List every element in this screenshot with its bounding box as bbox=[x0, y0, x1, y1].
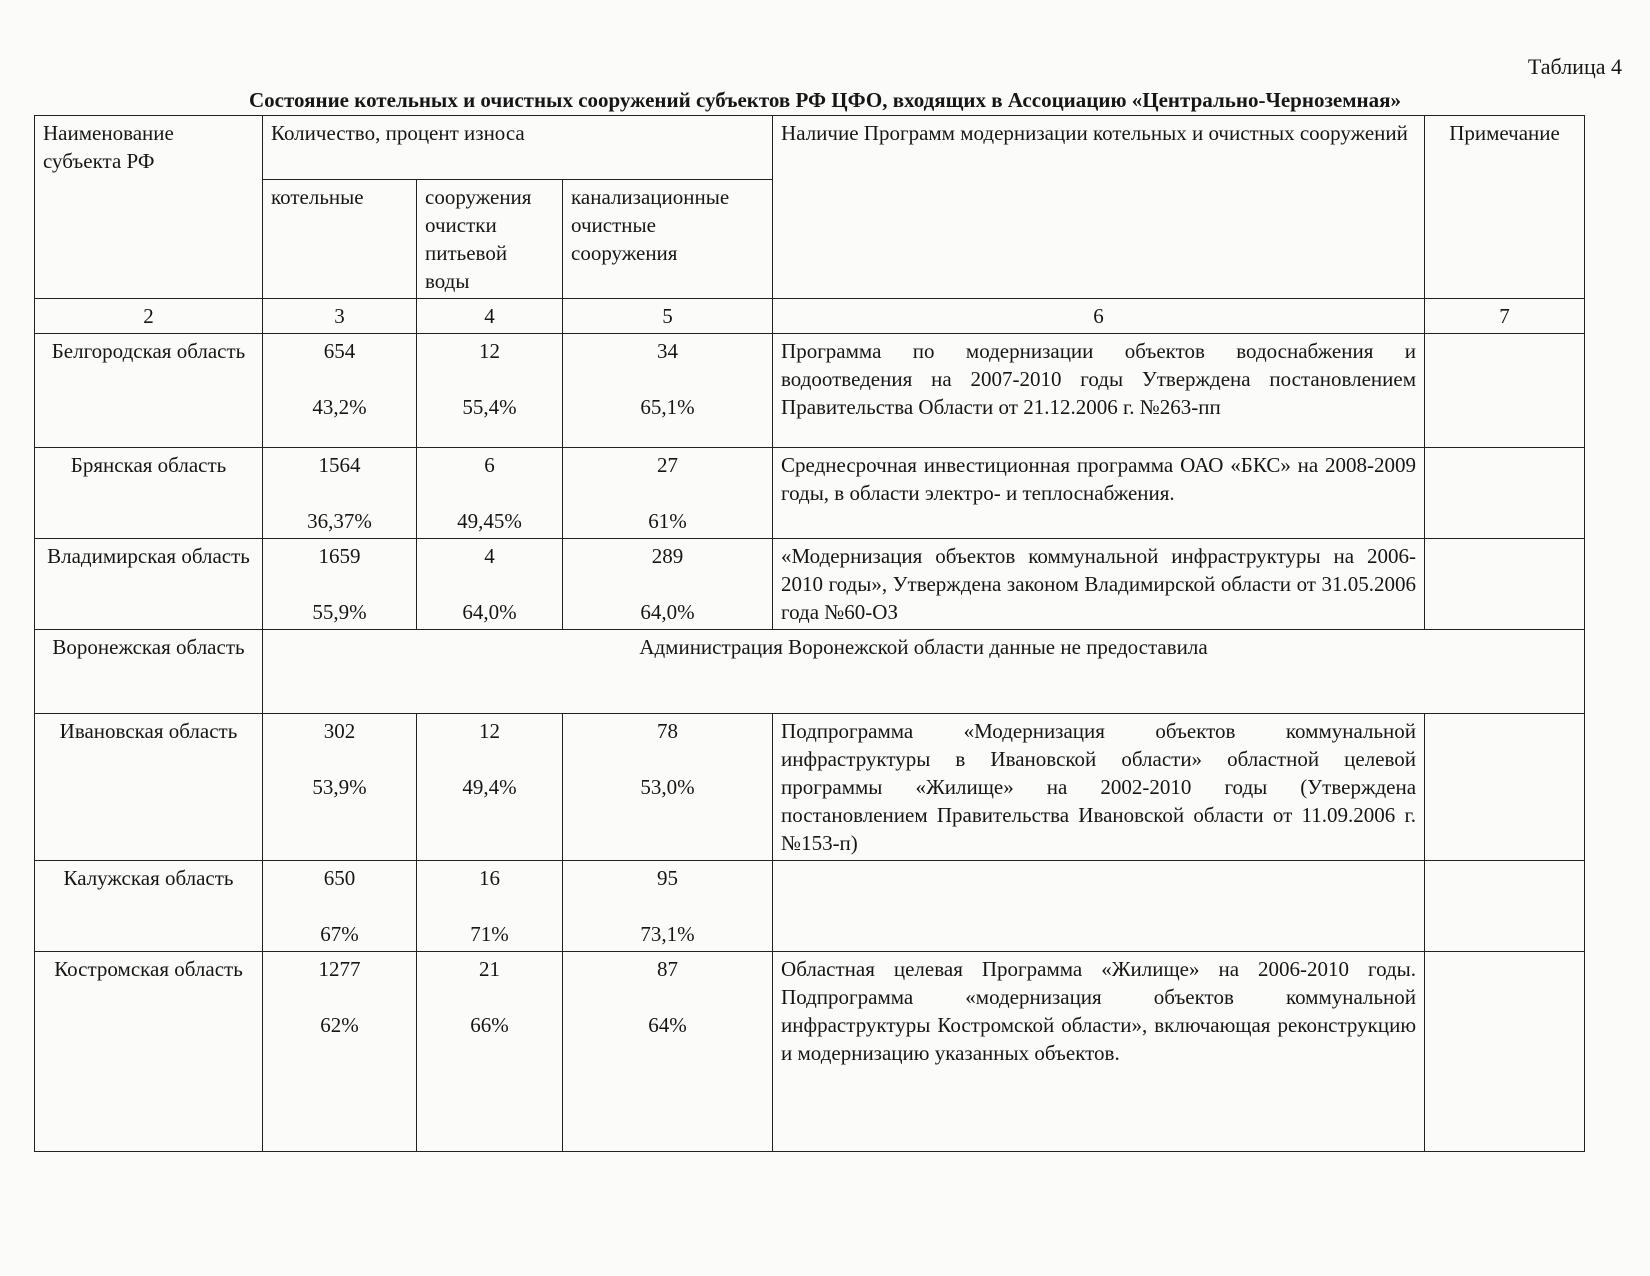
water-cell bbox=[417, 952, 563, 1152]
water-wear: 55,4% bbox=[462, 395, 517, 419]
note-cell bbox=[1425, 334, 1585, 448]
water-wear: 49,45% bbox=[457, 509, 522, 533]
program-text: Областная целевая Программа «Жилище» на 2006-2010 годы. Подпрограмма «модернизация объектов коммунальной инфраструктуры Костромской области», включающая реконструкцию и модернизацию указанных объектов. bbox=[773, 952, 1425, 1152]
note-cell bbox=[1425, 448, 1585, 539]
sewage-count: 27 bbox=[657, 453, 679, 477]
boilers-count: 654 bbox=[323, 339, 356, 363]
sewage-wear: 64,0% bbox=[640, 600, 695, 624]
program-text: Подпрограмма «Модернизация объектов коммунальной инфраструктуры в Ивановской области» областной целевой программы «Жилище» на 2002-2010 годы (Утверждена постановлением Правительства Ивановской области от 11.09.2006 г. №153-п) bbox=[773, 714, 1425, 861]
column-index: 7 bbox=[1425, 299, 1585, 334]
water-wear: 64,0% bbox=[462, 600, 517, 624]
sewage-cell bbox=[563, 448, 773, 539]
table-row bbox=[35, 952, 1585, 1152]
boilers-cell bbox=[263, 334, 417, 448]
sewage-count: 95 bbox=[657, 866, 679, 890]
column-index: 3 bbox=[263, 299, 417, 334]
boilers-count: 1277 bbox=[318, 957, 361, 981]
boilers-cell bbox=[263, 952, 417, 1152]
sewage-cell bbox=[563, 861, 773, 952]
boilers-wear: 36,37% bbox=[307, 509, 372, 533]
subject-name: Воронежская область bbox=[35, 630, 263, 714]
sewage-cell bbox=[563, 714, 773, 861]
water-cell bbox=[417, 334, 563, 448]
table-row bbox=[35, 448, 1585, 539]
table-row bbox=[35, 630, 1585, 714]
boilers-wear: 53,9% bbox=[312, 775, 367, 799]
water-count: 4 bbox=[484, 544, 495, 568]
header-note: Примечание bbox=[1425, 116, 1585, 299]
column-index: 4 bbox=[417, 299, 563, 334]
boilers-cell bbox=[263, 714, 417, 861]
header-row-1 bbox=[35, 116, 1585, 180]
boilers-count: 302 bbox=[323, 719, 356, 743]
water-cell bbox=[417, 539, 563, 630]
sewage-cell bbox=[563, 334, 773, 448]
water-cell bbox=[417, 861, 563, 952]
boilers-count: 1564 bbox=[318, 453, 361, 477]
sewage-wear: 73,1% bbox=[640, 922, 695, 946]
boilers-count: 650 bbox=[323, 866, 356, 890]
water-count: 12 bbox=[479, 339, 500, 363]
column-index: 2 bbox=[35, 299, 263, 334]
subject-name: Брянская область bbox=[35, 448, 263, 539]
table-row bbox=[35, 714, 1585, 861]
boilers-wear: 67% bbox=[320, 922, 359, 946]
note-cell bbox=[1425, 861, 1585, 952]
water-count: 21 bbox=[479, 957, 500, 981]
subject-name: Белгородская область bbox=[35, 334, 263, 448]
no-data-notice: Администрация Воронежской области данные не предоставила bbox=[263, 630, 1585, 714]
header-quantity: Количество, процент износа bbox=[263, 116, 773, 180]
boilers-wear: 55,9% bbox=[312, 600, 367, 624]
header-sewage-treatment: канализационные очистные сооружения bbox=[563, 180, 773, 299]
program-text: Среднесрочная инвестиционная программа ОАО «БКС» на 2008-2009 годы, в области электро- и теплоснабжения. bbox=[773, 448, 1425, 539]
sewage-wear: 61% bbox=[648, 509, 687, 533]
sewage-cell bbox=[563, 539, 773, 630]
sewage-count: 78 bbox=[657, 719, 679, 743]
boilers-cell bbox=[263, 448, 417, 539]
document-title: Состояние котельных и очистных сооружений субъектов РФ ЦФО, входящих в Ассоциацию «Центрально-Черноземная» bbox=[249, 88, 1401, 112]
water-wear: 71% bbox=[470, 922, 509, 946]
sewage-count: 87 bbox=[657, 957, 679, 981]
water-count: 16 bbox=[479, 866, 500, 890]
water-wear: 49,4% bbox=[462, 775, 517, 799]
header-water-treatment: сооружения очистки питьевой воды bbox=[417, 180, 563, 299]
boilers-cell bbox=[263, 539, 417, 630]
table-number-label: Таблица 4 bbox=[1527, 54, 1622, 79]
water-cell bbox=[417, 714, 563, 861]
facilities-table bbox=[34, 115, 1585, 1152]
subject-name: Ивановская область bbox=[35, 714, 263, 861]
subject-name: Калужская область bbox=[35, 861, 263, 952]
header-programs: Наличие Программ модернизации котельных и очистных сооружений bbox=[773, 116, 1425, 299]
sewage-count: 34 bbox=[657, 339, 679, 363]
water-cell bbox=[417, 448, 563, 539]
column-index-row bbox=[35, 299, 1585, 334]
program-text bbox=[773, 861, 1425, 952]
sewage-count: 289 bbox=[651, 544, 684, 568]
sewage-wear: 65,1% bbox=[640, 395, 695, 419]
note-cell bbox=[1425, 714, 1585, 861]
program-text: «Модернизация объектов коммунальной инфраструктуры на 2006-2010 годы», Утверждена законом Владимирской области от 31.05.2006 года №60-ОЗ bbox=[773, 539, 1425, 630]
sewage-wear: 64% bbox=[648, 1013, 687, 1037]
table-row bbox=[35, 334, 1585, 448]
header-subject-name: Наименование субъекта РФ bbox=[35, 116, 263, 299]
column-index: 5 bbox=[563, 299, 773, 334]
boilers-wear: 43,2% bbox=[312, 395, 367, 419]
water-count: 12 bbox=[479, 719, 500, 743]
boilers-wear: 62% bbox=[320, 1013, 359, 1037]
table-row bbox=[35, 861, 1585, 952]
sewage-cell bbox=[563, 952, 773, 1152]
note-cell bbox=[1425, 539, 1585, 630]
table-row bbox=[35, 539, 1585, 630]
program-text: Программа по модернизации объектов водоснабжения и водоотведения на 2007-2010 годы Утверждена постановлением Правительства Области от 21.12.2006 г. №263-пп bbox=[773, 334, 1425, 448]
column-index: 6 bbox=[773, 299, 1425, 334]
sewage-wear: 53,0% bbox=[640, 775, 695, 799]
water-wear: 66% bbox=[470, 1013, 509, 1037]
boilers-cell bbox=[263, 861, 417, 952]
subject-name: Владимирская область bbox=[35, 539, 263, 630]
header-boilers: котельные bbox=[263, 180, 417, 299]
boilers-count: 1659 bbox=[318, 544, 361, 568]
subject-name: Костромская область bbox=[35, 952, 263, 1152]
note-cell bbox=[1425, 952, 1585, 1152]
water-count: 6 bbox=[484, 453, 495, 477]
